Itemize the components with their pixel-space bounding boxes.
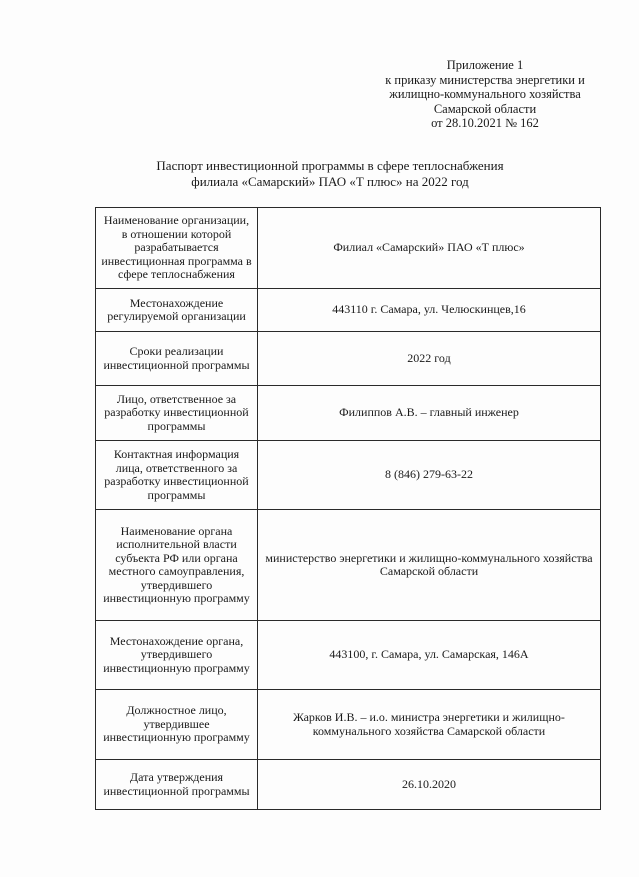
table-row xyxy=(96,690,601,760)
table-row xyxy=(96,386,601,441)
row-value: 8 (846) 279-63-22 xyxy=(258,441,601,510)
row-value: 443110 г. Самара, ул. Челюскинцев,16 xyxy=(258,289,601,332)
passport-table xyxy=(95,207,601,810)
document-title xyxy=(80,158,580,190)
table-row xyxy=(96,510,601,621)
appendix-line: к приказу министерства энергетики и xyxy=(385,72,585,87)
row-label: Контактная информация лица, ответственного за разработку инвестиционной программы xyxy=(96,441,258,510)
row-label: Местонахождение регулируемой организации xyxy=(96,289,258,332)
table-row xyxy=(96,332,601,386)
table-row xyxy=(96,621,601,690)
appendix-line: Самарской области xyxy=(433,101,537,116)
row-label: Лицо, ответственное за разработку инвестиционной программы xyxy=(96,386,258,441)
row-value: Филиппов А.В. – главный инженер xyxy=(258,386,601,441)
row-value: 2022 год xyxy=(258,332,601,386)
appendix-line: жилищно-коммунального хозяйства xyxy=(389,87,581,101)
table-row xyxy=(96,208,601,289)
document-title-line: Паспорт инвестиционной программы в сфере теплоснабжения xyxy=(156,158,504,173)
appendix-line: Приложение 1 xyxy=(446,58,524,72)
row-label: Сроки реализации инвестиционной программы xyxy=(96,332,258,386)
row-label: Дата утверждения инвестиционной программы xyxy=(96,760,258,810)
row-value: Жарков И.В. – и.о. министра энергетики и жилищно-коммунального хозяйства Самарской области xyxy=(258,690,601,760)
row-value: Филиал «Самарский» ПАО «Т плюс» xyxy=(258,208,601,289)
row-label: Наименование организации, в отношении которой разрабатывается инвестиционная программа в сфере теплоснабжения xyxy=(96,208,258,289)
table-row xyxy=(96,289,601,332)
row-label: Должностное лицо, утвердившее инвестиционную программу xyxy=(96,690,258,760)
row-label: Наименование органа исполнительной власти субъекта РФ или органа местного самоуправления, утвердившего инвестиционную программу xyxy=(96,510,258,621)
row-label: Местонахождение органа, утвердившего инвестиционную программу xyxy=(96,621,258,690)
row-value: министерство энергетики и жилищно-коммунального хозяйства Самарской области xyxy=(258,510,601,621)
row-value: 26.10.2020 xyxy=(258,760,601,810)
table-row xyxy=(96,441,601,510)
row-value: 443100, г. Самара, ул. Самарская, 146А xyxy=(258,621,601,690)
document-title-line: филиала «Самарский» ПАО «Т плюс» на 2022 год xyxy=(191,174,469,189)
table-row xyxy=(96,760,601,810)
appendix-header xyxy=(360,58,610,131)
appendix-line: от 28.10.2021 № 162 xyxy=(431,116,539,130)
